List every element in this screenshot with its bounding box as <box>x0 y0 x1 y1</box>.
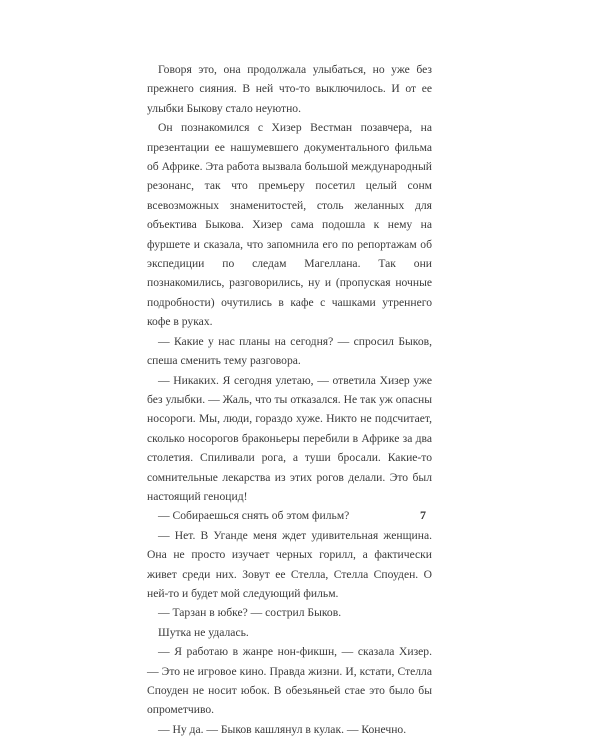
paragraph: Говоря это, она продолжала улыбаться, но уже без прежнего сияния. В ней что-то выключилось. И от ее улыбки Быкову стало неуютно. <box>147 63 432 115</box>
paragraph: — Тарзан в юбке? — сострил Быков. <box>158 606 342 620</box>
paragraph: — Никаких. Я сегодня улетаю, — ответила Хизер уже без улыбки. — Жаль, что ты отказался. Не так уж опасны носороги. Мы, люди, гораздо хуже. Никто не подсчитает, сколько носорогов браконьеры перебили в Африке за два столетия. Спиливали рога, а туши бросали. Какие-то сомнительные лекарства из этих рогов делали. Это был настоящий геноцид! <box>147 373 432 503</box>
paragraph: Он познакомился с Хизер Вестман позавчера, на презентации ее нашумевшего документального фильма об Африке. Эта работа вызвала большой международный резонанс, так что премьеру посетил целый сонм всевозможных знаменитостей, столь желанных для объектива Быкова. Хизер сама подошла к нему на фуршете и сказала, что запомнила его по репортажам об экспедиции по следам Магеллана. Так они познакомились, разговорились, ну и (пропуская ночные подробности) очутились в кафе с чашками утреннего кофе в руках. <box>147 121 432 329</box>
paragraph: — Я работаю в жанре нон-фикшн, — сказала Хизер. — Это не игровое кино. Правда жизни. И, кстати, Стелла Споуден не носит юбок. В обезьяньей стае это было бы опрометчиво. <box>147 645 432 717</box>
page-number: 7 <box>420 508 426 522</box>
paragraph: — Какие у нас планы на сегодня? — спросил Быков, спеша сменить тему разговора. <box>147 334 432 368</box>
body-text <box>147 60 432 739</box>
paragraph: — Ну да. — Быков кашлянул в кулак. — Конечно. <box>158 722 407 736</box>
paragraph: — Собираешься снять об этом фильм? <box>158 509 350 523</box>
paragraph: — Нет. В Уганде меня ждет удивительная женщина. Она не просто изучает черных горилл, а фактически живет среди них. Зовут ее Стелла, Стелла Споуден. О ней-то и будет мой следующий фильм. <box>147 528 432 600</box>
paragraph: Шутка не удалась. <box>158 625 249 639</box>
